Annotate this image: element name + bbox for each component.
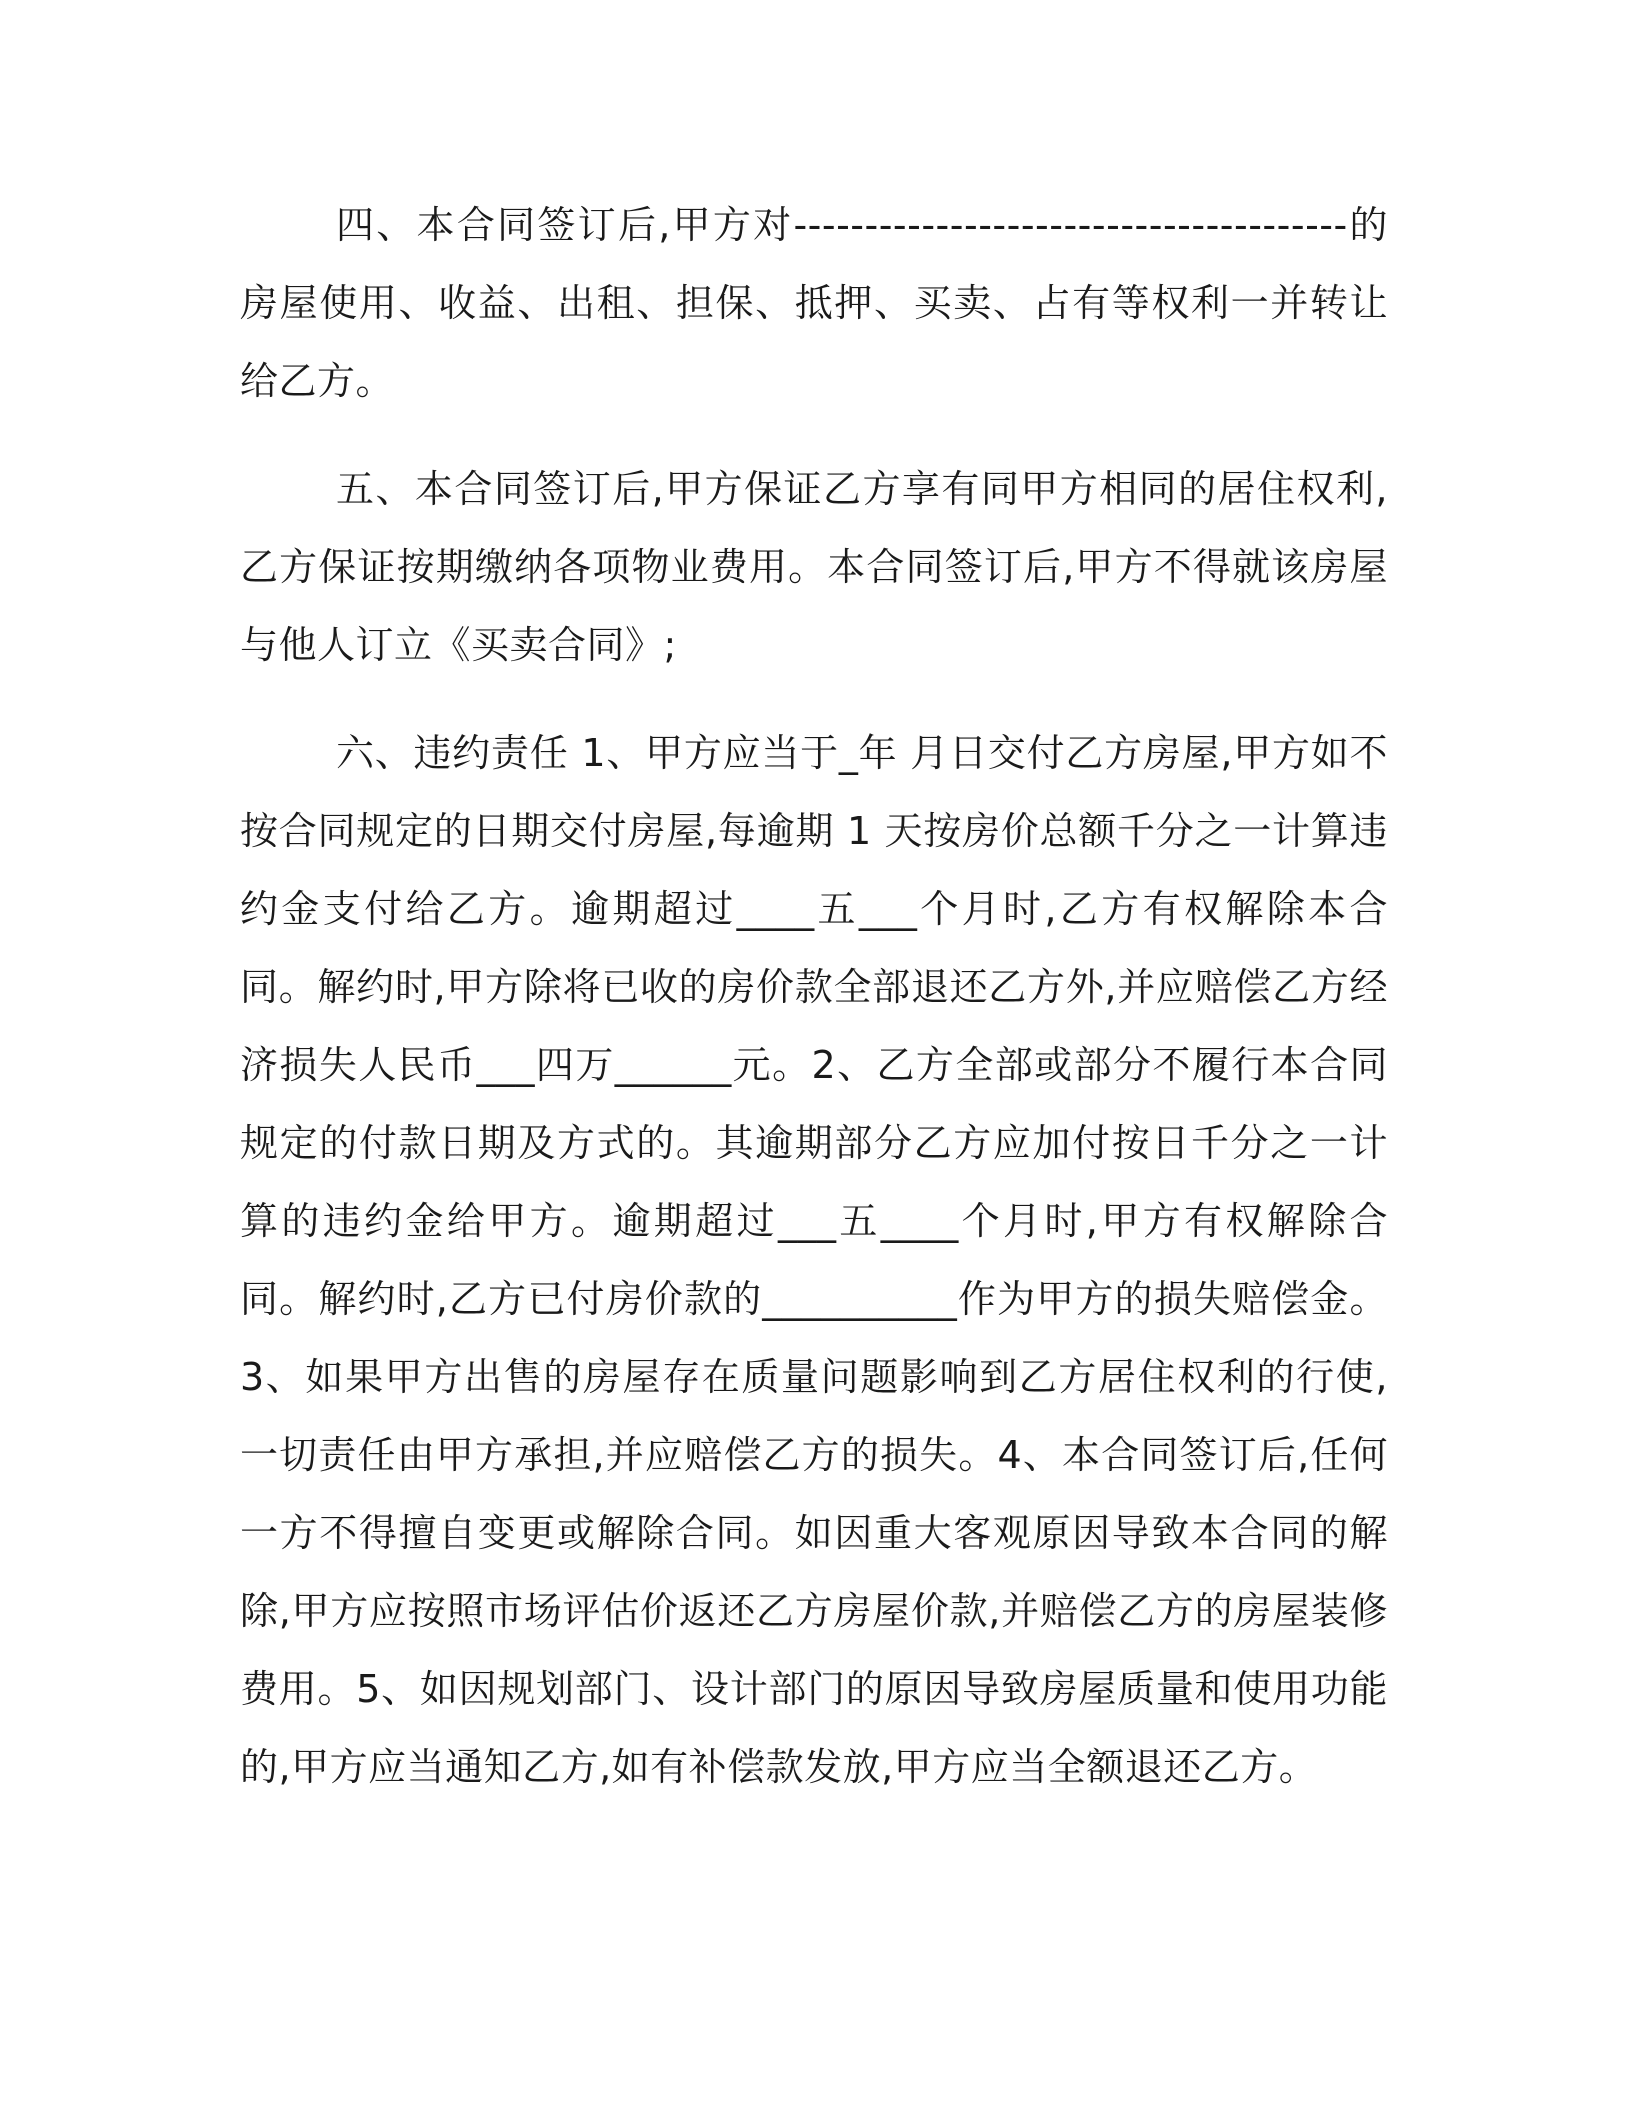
clause-paragraph-4: 四、本合同签订后,甲方对---------------------------------------的房屋使用、收益、出租、担保、抵押、买卖、占有等权利一并转让给乙方。 (240, 203, 1388, 403)
document-body (240, 186, 1388, 1836)
clause-paragraph-6: 六、违约责任 1、甲方应当于_年 月日交付乙方房屋,甲方如不按合同规定的日期交付房屋,每逾期 1 天按房价总额千分之一计算违约金支付给乙方。逾期超过____五___个月时,乙方有权解除本合同。解约时,甲方除将已收的房价款全部退还乙方外,并应赔偿乙方经济损失人民币___四万______元。2、乙方全部或部分不履行本合同规定的付款日期及方式的。其逾期部分乙方应加付按日千分之一计算的违约金给甲方。逾期超过___五____个月时,甲方有权解除合同。解约时,乙方已付房价款的__________作为甲方的损失赔偿金。3、如果甲方出售的房屋存在质量问题影响到乙方居住权利的行使,一切责任由甲方承担,并应赔偿乙方的损失。4、本合同签订后,任何一方不得擅自变更或解除合同。如因重大客观原因导致本合同的解除,甲方应按照市场评估价返还乙方房屋价款,并赔偿乙方的房屋装修费用。5、如因规划部门、设计部门的原因导致房屋质量和使用功能的,甲方应当通知乙方,如有补偿款发放,甲方应当全额退还乙方。 (240, 731, 1388, 1789)
clause-paragraph-5: 五、本合同签订后,甲方保证乙方享有同甲方相同的居住权利,乙方保证按期缴纳各项物业费用。本合同签订后,甲方不得就该房屋与他人订立《买卖合同》; (240, 467, 1388, 667)
